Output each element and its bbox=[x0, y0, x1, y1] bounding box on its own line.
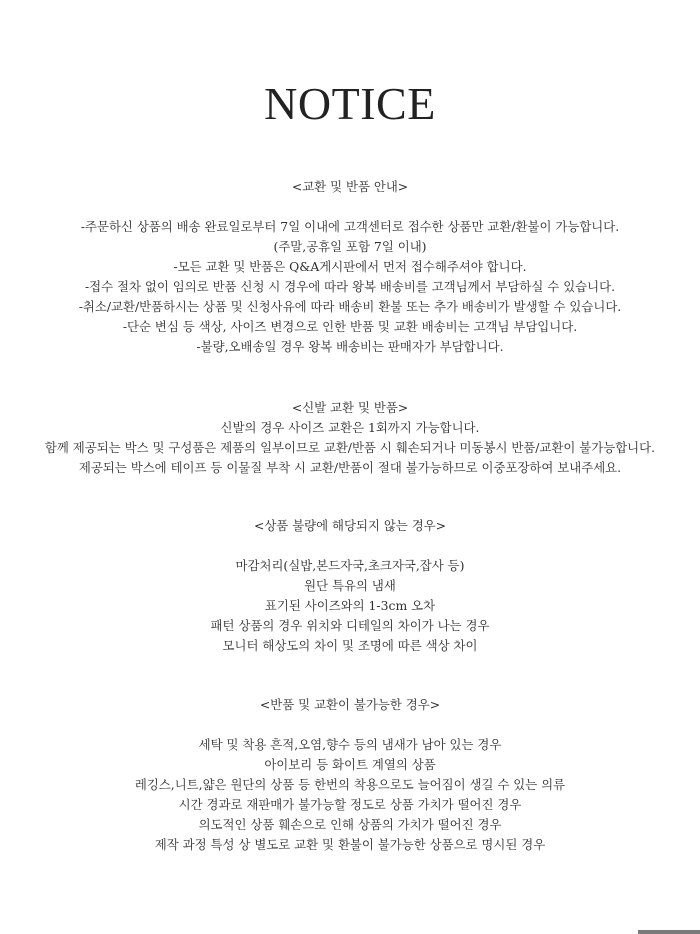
section-line: -단순 변심 등 색상, 사이즈 변경으로 인한 반품 및 교환 배송비는 고객님 부담입니다. bbox=[122, 319, 578, 334]
section-line: 레깅스,니트,얇은 원단의 상품 등 한번의 착용으로도 늘어짐이 생길 수 있는 의류 bbox=[134, 777, 566, 792]
section-heading: <상품 불량에 해당되지 않는 경우> bbox=[253, 518, 447, 533]
section-line: 모니터 해상도의 차이 및 조명에 따른 색상 차이 bbox=[222, 638, 478, 653]
section-shoes-exchange bbox=[0, 398, 700, 478]
section-heading: <신발 교환 및 반품> bbox=[291, 400, 409, 415]
section-line: 원단 특유의 냄새 bbox=[304, 578, 396, 593]
section-heading: <교환 및 반품 안내> bbox=[291, 179, 409, 194]
section-line: 세탁 및 착용 흔적,오염,향수 등의 냄새가 남아 있는 경우 bbox=[198, 737, 502, 752]
section-line: -취소/교환/반품하시는 상품 및 신청사유에 따라 배송비 환불 또는 추가 배송비가 발생할 수 있습니다. bbox=[78, 299, 622, 314]
section-line: 시간 경과로 재판매가 불가능할 정도로 상품 가치가 떨어진 경우 bbox=[178, 797, 522, 812]
section-not-returnable bbox=[0, 695, 700, 855]
section-line: -주문하신 상품의 배송 완료일로부터 7일 이내에 고객센터로 접수한 상품만 교환/환불이 가능합니다. bbox=[80, 219, 620, 234]
section-line: 제공되는 박스에 테이프 등 이물질 부착 시 교환/반품이 절대 불가능하므로 이중포장하여 보내주세요. bbox=[78, 460, 622, 475]
section-line: 신발의 경우 사이즈 교환은 1회까지 가능합니다. bbox=[220, 420, 480, 435]
section-exchange-return-guide bbox=[0, 177, 700, 357]
section-line: -접수 절차 없이 임의로 반품 신청 시 경우에 따라 왕복 배송비를 고객님께서 부담하실 수 있습니다. bbox=[84, 279, 616, 294]
section-line: 함께 제공되는 박스 및 구성품은 제품의 일부이므로 교환/반품 시 훼손되거나 미동봉시 반품/교환이 불가능합니다. bbox=[44, 440, 656, 455]
section-line: -불량,오배송일 경우 왕복 배송비는 판매자가 부담합니다. bbox=[196, 339, 504, 354]
section-line: (주말,공휴일 포함 7일 이내) bbox=[273, 239, 427, 254]
section-line: 제작 과정 특성 상 별도로 교환 및 환불이 불가능한 상품으로 명시된 경우 bbox=[154, 837, 546, 852]
section-heading: <반품 및 교환이 불가능한 경우> bbox=[259, 697, 441, 712]
section-not-defective bbox=[0, 516, 700, 656]
section-line: 의도적인 상품 훼손으로 인해 상품의 가치가 떨어진 경우 bbox=[198, 817, 502, 832]
section-line: 마감처리(실밥,본드자국,초크자국,잡사 등) bbox=[235, 558, 465, 573]
section-line: 아이보리 등 화이트 계열의 상품 bbox=[264, 757, 436, 772]
section-line: 패턴 상품의 경우 위치와 디테일의 차이가 나는 경우 bbox=[210, 618, 490, 633]
scroll-indicator-bar bbox=[638, 930, 700, 934]
page-title: NOTICE bbox=[264, 78, 436, 129]
section-line: -모든 교환 및 반품은 Q&A게시판에서 먼저 접수해주셔야 합니다. bbox=[173, 259, 527, 274]
section-line: 표기된 사이즈와의 1-3cm 오차 bbox=[264, 598, 436, 613]
